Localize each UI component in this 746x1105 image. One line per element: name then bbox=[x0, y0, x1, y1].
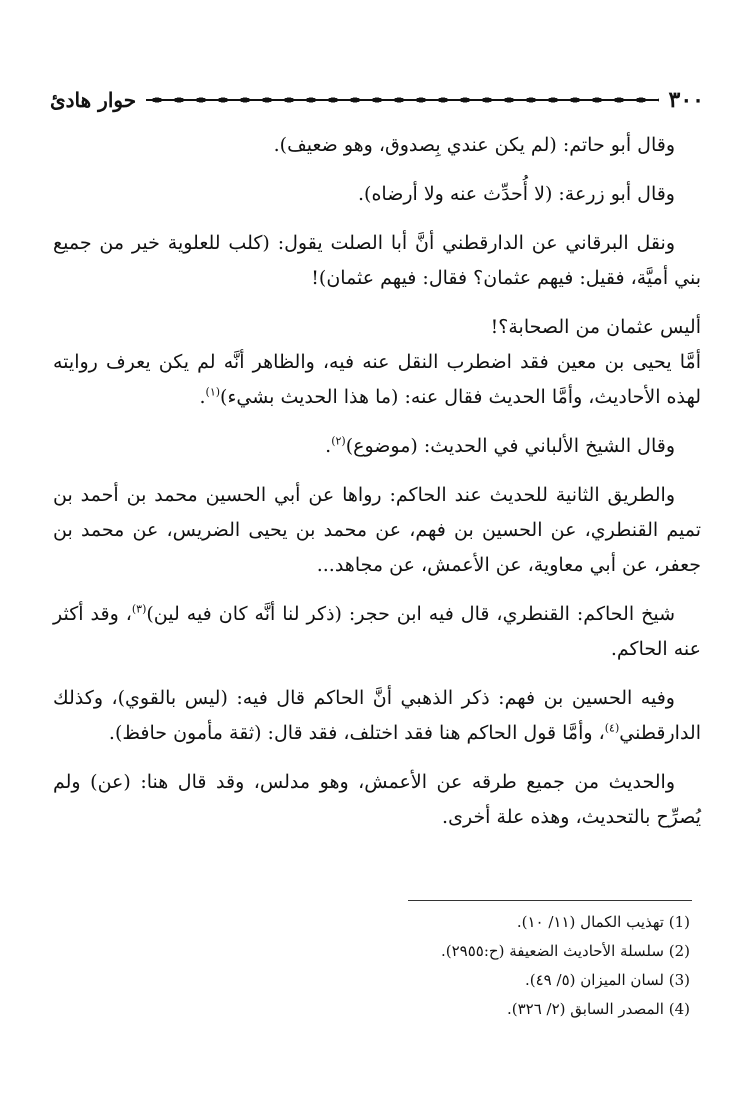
footnote-mark-3: (٣) bbox=[131, 602, 147, 616]
paragraph-6 bbox=[53, 429, 701, 464]
paragraph-8-end: ، وقد أكثر عنه الحاكم. bbox=[53, 603, 701, 660]
footnote-mark-2: (٢) bbox=[331, 434, 346, 448]
footnote-divider bbox=[408, 900, 692, 901]
footnote-1: (1) تهذيب الكمال (١١/ ١٠). bbox=[516, 913, 690, 931]
paragraph-6-text: وقال الشيخ الألباني في الحديث: (موضوع) bbox=[345, 435, 675, 457]
footnote-mark-4: (٤) bbox=[604, 721, 620, 735]
body-text bbox=[53, 128, 701, 849]
paragraph-8-text: شيخ الحاكم: القنطري، قال فيه ابن حجر: (ذكر لنا أنَّه كان فيه لين) bbox=[146, 603, 676, 625]
footnote-mark-1: (١) bbox=[205, 385, 221, 399]
paragraph-2: وقال أبو زرعة: (لا أُحدِّث عنه ولا أرضاه). bbox=[358, 183, 675, 205]
footnote-4: (4) المصدر السابق (٢/ ٣٢٦). bbox=[506, 1000, 690, 1018]
paragraph-9 bbox=[53, 681, 701, 751]
footnote-2: (2) سلسلة الأحاديث الضعيفة (ح:٢٩٥٥). bbox=[441, 942, 690, 960]
page-number: ٣٠٠ bbox=[668, 87, 704, 113]
paragraph-6-end: . bbox=[325, 435, 332, 457]
paragraph-8 bbox=[53, 597, 701, 667]
paragraph-9-text: وفيه الحسين بن فهم: ذكر الذهبي أنَّ الحاكم قال فيه: (ليس بالقوي)، وكذلك الدارقطني bbox=[53, 687, 701, 744]
paragraph-5-text: أمَّا يحيى بن معين فقد اضطرب النقل عنه فيه، والظاهر أنَّه لم يكن يعرف روايته لهذه الأحاديث، وأمَّا الحديث فقال عنه: (ما هذا الحديث بشيء) bbox=[53, 351, 701, 408]
footnotes bbox=[300, 908, 690, 1024]
paragraph-5 bbox=[53, 345, 701, 415]
paragraph-4: أليس عثمان من الصحابة؟! bbox=[490, 316, 701, 338]
footnote-3: (3) لسان الميزان (٥/ ٤٩). bbox=[525, 971, 690, 989]
paragraph-1: وقال أبو حاتم: (لم يكن عندي بِصدوق، وهو ضعيف). bbox=[273, 134, 675, 156]
header-ornament bbox=[146, 95, 658, 105]
paragraph-3: ونقل البرقاني عن الدارقطني أنَّ أبا الصلت يقول: (كلب للعلوية خير من جميع بني أميَّة، فقيل: فيهم عثمان؟ فقال: فيهم عثمان)! bbox=[53, 232, 701, 289]
page-header bbox=[50, 84, 704, 116]
running-title: حوار هادئ bbox=[50, 88, 137, 112]
paragraph-5-end: . bbox=[199, 386, 206, 408]
paragraph-9-end: ، وأمَّا قول الحاكم هنا فقد اختلف، فقد قال: (ثقة مأمون حافظ). bbox=[108, 722, 605, 744]
paragraph-7: والطريق الثانية للحديث عند الحاكم: رواها عن أبي الحسين محمد بن أحمد بن تميم القنطري، عن الحسين بن فهم، عن محمد بن يحيى الضريس، عن محمد بن جعفر، عن أبي معاوية، عن الأعمش، عن مجاهد... bbox=[53, 484, 701, 576]
paragraph-10: والحديث من جميع طرقه عن الأعمش، وهو مدلس، وقد قال هنا: (عن) ولم يُصرِّح بالتحديث، وهذه علة أخرى. bbox=[53, 771, 701, 828]
